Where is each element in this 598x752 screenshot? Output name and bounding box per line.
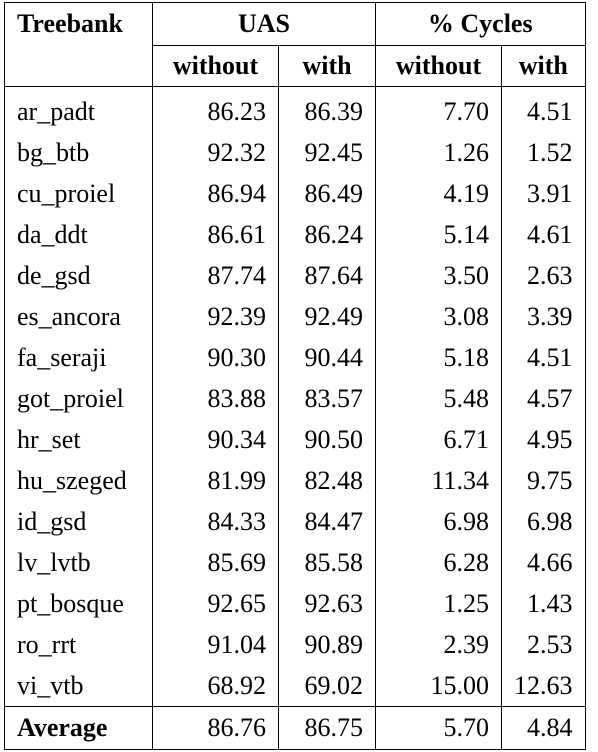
cell-cycles-with: 9.75: [502, 460, 586, 501]
cell-cycles-with: 4.51: [502, 337, 586, 378]
cell-treebank: bg_btb: [5, 132, 153, 173]
results-table: [4, 2, 586, 750]
table-row: [5, 378, 586, 419]
cell-treebank: got_proiel: [5, 378, 153, 419]
header-cycles-with: with: [502, 46, 586, 87]
table-row: [5, 255, 586, 296]
cell-treebank: ar_padt: [5, 87, 153, 133]
table-row: [5, 87, 586, 133]
cell-uas-with: 90.44: [279, 337, 376, 378]
cell-treebank: id_gsd: [5, 501, 153, 542]
header-uas-with: with: [279, 46, 376, 87]
header-treebank-blank: [5, 46, 153, 87]
cell-treebank: lv_lvtb: [5, 542, 153, 583]
cell-uas-with: 82.48: [279, 460, 376, 501]
average-label: Average: [5, 707, 153, 750]
cell-uas-with: 69.02: [279, 665, 376, 707]
cell-cycles-without: 11.34: [376, 460, 502, 501]
header-cycles-without: without: [376, 46, 502, 87]
cell-uas-without: 84.33: [153, 501, 279, 542]
cell-cycles-without: 1.26: [376, 132, 502, 173]
table-row: [5, 460, 586, 501]
cell-uas-without: 91.04: [153, 624, 279, 665]
cell-treebank: de_gsd: [5, 255, 153, 296]
table-row: [5, 419, 586, 460]
average-uas-with: 86.75: [279, 707, 376, 750]
average-cycles-with: 4.84: [502, 707, 586, 750]
cell-cycles-without: 5.18: [376, 337, 502, 378]
cell-uas-without: 86.23: [153, 87, 279, 133]
cell-cycles-without: 5.14: [376, 214, 502, 255]
table-row: [5, 583, 586, 624]
cell-uas-with: 90.89: [279, 624, 376, 665]
cell-uas-without: 92.32: [153, 132, 279, 173]
header-row-top: [5, 3, 586, 46]
cell-cycles-with: 6.98: [502, 501, 586, 542]
table-row: [5, 542, 586, 583]
cell-treebank: cu_proiel: [5, 173, 153, 214]
header-cycles: % Cycles: [376, 3, 586, 46]
cell-uas-without: 83.88: [153, 378, 279, 419]
cell-uas-with: 92.63: [279, 583, 376, 624]
average-row: [5, 707, 586, 750]
cell-uas-with: 92.49: [279, 296, 376, 337]
cell-cycles-with: 12.63: [502, 665, 586, 707]
table-row: [5, 296, 586, 337]
cell-uas-with: 84.47: [279, 501, 376, 542]
results-table-container: [4, 2, 586, 750]
cell-treebank: ro_rrt: [5, 624, 153, 665]
cell-uas-with: 83.57: [279, 378, 376, 419]
cell-uas-without: 81.99: [153, 460, 279, 501]
table-row: [5, 173, 586, 214]
table-row: [5, 132, 586, 173]
cell-treebank: es_ancora: [5, 296, 153, 337]
cell-cycles-with: 1.43: [502, 583, 586, 624]
header-uas-without: without: [153, 46, 279, 87]
cell-uas-without: 90.30: [153, 337, 279, 378]
cell-cycles-without: 3.50: [376, 255, 502, 296]
cell-cycles-without: 3.08: [376, 296, 502, 337]
header-uas: UAS: [153, 3, 376, 46]
cell-cycles-without: 6.98: [376, 501, 502, 542]
cell-treebank: hr_set: [5, 419, 153, 460]
cell-cycles-without: 1.25: [376, 583, 502, 624]
cell-uas-without: 90.34: [153, 419, 279, 460]
cell-cycles-with: 4.57: [502, 378, 586, 419]
cell-cycles-without: 15.00: [376, 665, 502, 707]
cell-uas-without: 86.61: [153, 214, 279, 255]
table-row: [5, 624, 586, 665]
cell-uas-without: 92.65: [153, 583, 279, 624]
cell-treebank: hu_szeged: [5, 460, 153, 501]
cell-uas-with: 92.45: [279, 132, 376, 173]
cell-cycles-without: 6.28: [376, 542, 502, 583]
table-row: [5, 214, 586, 255]
header-treebank: Treebank: [5, 3, 153, 46]
cell-uas-with: 90.50: [279, 419, 376, 460]
cell-treebank: pt_bosque: [5, 583, 153, 624]
cell-cycles-with: 1.52: [502, 132, 586, 173]
table-row: [5, 665, 586, 707]
cell-cycles-without: 5.48: [376, 378, 502, 419]
table-body: [5, 87, 586, 707]
cell-cycles-with: 2.63: [502, 255, 586, 296]
cell-cycles-without: 2.39: [376, 624, 502, 665]
cell-uas-without: 87.74: [153, 255, 279, 296]
cell-uas-without: 86.94: [153, 173, 279, 214]
header-row-sub: [5, 46, 586, 87]
cell-cycles-without: 4.19: [376, 173, 502, 214]
table-row: [5, 501, 586, 542]
cell-uas-with: 86.24: [279, 214, 376, 255]
cell-treebank: fa_seraji: [5, 337, 153, 378]
cell-treebank: da_ddt: [5, 214, 153, 255]
average-cycles-without: 5.70: [376, 707, 502, 750]
cell-treebank: vi_vtb: [5, 665, 153, 707]
cell-uas-with: 85.58: [279, 542, 376, 583]
cell-uas-with: 86.39: [279, 87, 376, 133]
cell-cycles-with: 2.53: [502, 624, 586, 665]
cell-cycles-with: 3.39: [502, 296, 586, 337]
cell-uas-with: 86.49: [279, 173, 376, 214]
cell-cycles-with: 4.66: [502, 542, 586, 583]
cell-uas-with: 87.64: [279, 255, 376, 296]
average-uas-without: 86.76: [153, 707, 279, 750]
cell-uas-without: 92.39: [153, 296, 279, 337]
cell-cycles-with: 4.51: [502, 87, 586, 133]
cell-uas-without: 85.69: [153, 542, 279, 583]
cell-cycles-with: 3.91: [502, 173, 586, 214]
cell-cycles-with: 4.61: [502, 214, 586, 255]
cell-cycles-without: 7.70: [376, 87, 502, 133]
cell-cycles-without: 6.71: [376, 419, 502, 460]
cell-cycles-with: 4.95: [502, 419, 586, 460]
table-row: [5, 337, 586, 378]
cell-uas-without: 68.92: [153, 665, 279, 707]
